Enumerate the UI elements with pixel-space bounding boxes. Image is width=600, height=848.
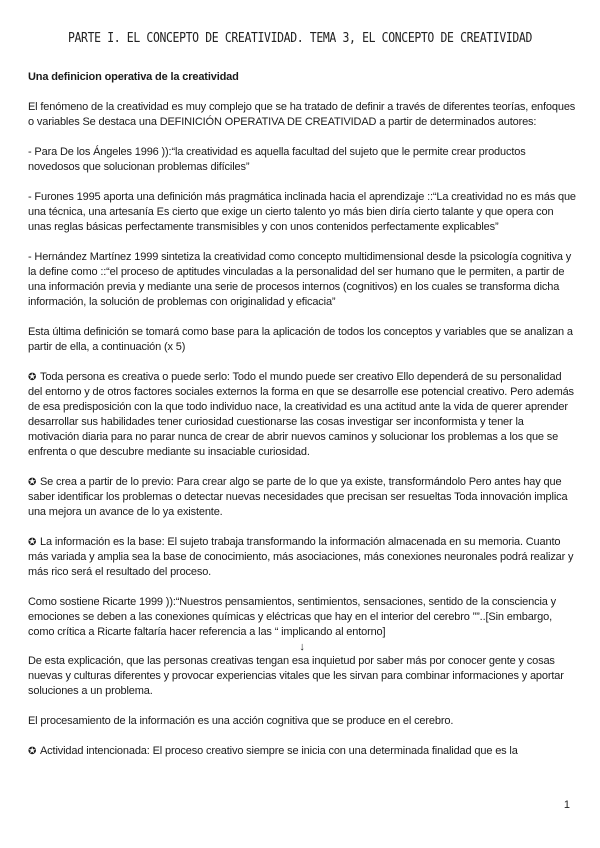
processing-note: El procesamiento de la información es una acción cognitiva que se produce en el cerebro. [28, 715, 454, 727]
explanation-paragraph: De esta explicación, que las personas creativas tengan esa inquietud por saber más por conocer gente y cosas nuevas y culturas diferentes y provocar experiencias vitales que les sirvan para combinar informaciones y aportar soluciones a un problema. [28, 655, 564, 697]
page-number: 1 [563, 799, 570, 811]
section-heading: Una definicion operativa de la creatividad [28, 71, 239, 83]
intro-paragraph: El fenómeno de la creatividad es muy complejo que se ha tratado de definir a través de diferentes teorías, enfoques o variables Se destaca una DEFINICIÓN OPERATIVA DE CREATIVIDAD a partir de determinados autores: [28, 101, 576, 128]
document-title: PARTE I. EL CONCEPTO DE CREATIVIDAD. TEMA 3, EL CONCEPTO DE CREATIVIDAD [67, 31, 533, 46]
bullet-item-creative-person [28, 370, 576, 460]
bullet-text: La información es la base: El sujeto trabaja transformando la información almacenada en su memoria. Cuanto más variada y amplia sea la base de conocimiento, más asociaciones, más conexiones neuronales podrá realizar y más rico será el resultado del proceso. [28, 536, 574, 578]
bullet-item-create-from-previous [28, 475, 576, 520]
bullet-text: Actividad intencionada: El proceso creativo siempre se inicia con una determinada finalidad que es la [40, 745, 518, 757]
document-body [28, 70, 576, 774]
star-bullet-icon: ✪ [28, 477, 37, 488]
ricarte-quote-paragraph: Como sostiene Ricarte 1999 )):“Nuestros pensamientos, sentimientos, sensaciones, sentido de la consciencia y emociones se deben a las conexiones químicas y eléctricas que hay en el interior del cerebro ””..[Sin embargo, como crítica a Ricarte faltaría hacer referencia a las “ implicando al entorno] [28, 596, 556, 638]
base-definition-paragraph: Esta última definición se tomará como base para la aplicación de todos los conceptos y variables que se analizan a partir de ella, a continuación (x 5) [28, 326, 573, 353]
star-bullet-icon: ✪ [28, 372, 37, 383]
down-arrow-icon: ↓ [299, 641, 305, 653]
star-bullet-icon: ✪ [28, 537, 37, 548]
bullet-item-information-base [28, 535, 576, 580]
bullet-item-intentional-activity [28, 744, 576, 759]
definition-de-los-angeles: - Para De los Ángeles 1996 )):“la creatividad es aquella facultad del sujeto que le permite crear productos novedosos que solucionan problemas difíciles” [28, 146, 526, 173]
bullet-text: Toda persona es creativa o puede serlo: Todo el mundo puede ser creativo Ello dependerá de su personalidad del entorno y de otros factores sociales externos la forma en que se desarrolle ese potencial creativo. Pero además de esa predisposición con la que todo individuo nace, la creatividad es una actitud ante la vida de querer aprender desarrollar sus habilidades tener curiosidad cuestionarse las cosas investigar ser inconformista y tener la motivación diaria para no parar nunca de crear de abrir nuevos caminos y solucionar los problemas a los que se enfrenta o que descubre mediante su insaciable curiosidad. [28, 371, 574, 458]
definition-furones: - Furones 1995 aporta una definición más pragmática inclinada hacia el aprendizaje ::“La creatividad no es más que una técnica, una artesanía Es cierto que exige un cierto talento yo más bien diría cierto talante y que opera con unas reglas básicas perfectamente transmisibles y con unos contenidos perfectamente explicables” [28, 191, 576, 233]
bullet-text: Se crea a partir de lo previo: Para crear algo se parte de lo que ya existe, transformándolo Pero antes hay que saber identificar los problemas o detectar nuevas necesidades que precisan ser resueltas Toda innovación implica una mejora un avance de lo ya existente. [28, 476, 568, 518]
star-bullet-icon: ✪ [28, 746, 37, 757]
definition-hernandez-martinez: - Hernández Martínez 1999 sintetiza la creatividad como concepto multidimensional desde la psicología cognitiva y la define como ::“el proceso de aptitudes vinculadas a la personalidad del ser humano que le permiten, a partir de una información previa y mediante una serie de procesos internos (cognitivos) en los cuales se transforma dicha información, la solución de problemas con originalidad y eficacia” [28, 251, 572, 308]
